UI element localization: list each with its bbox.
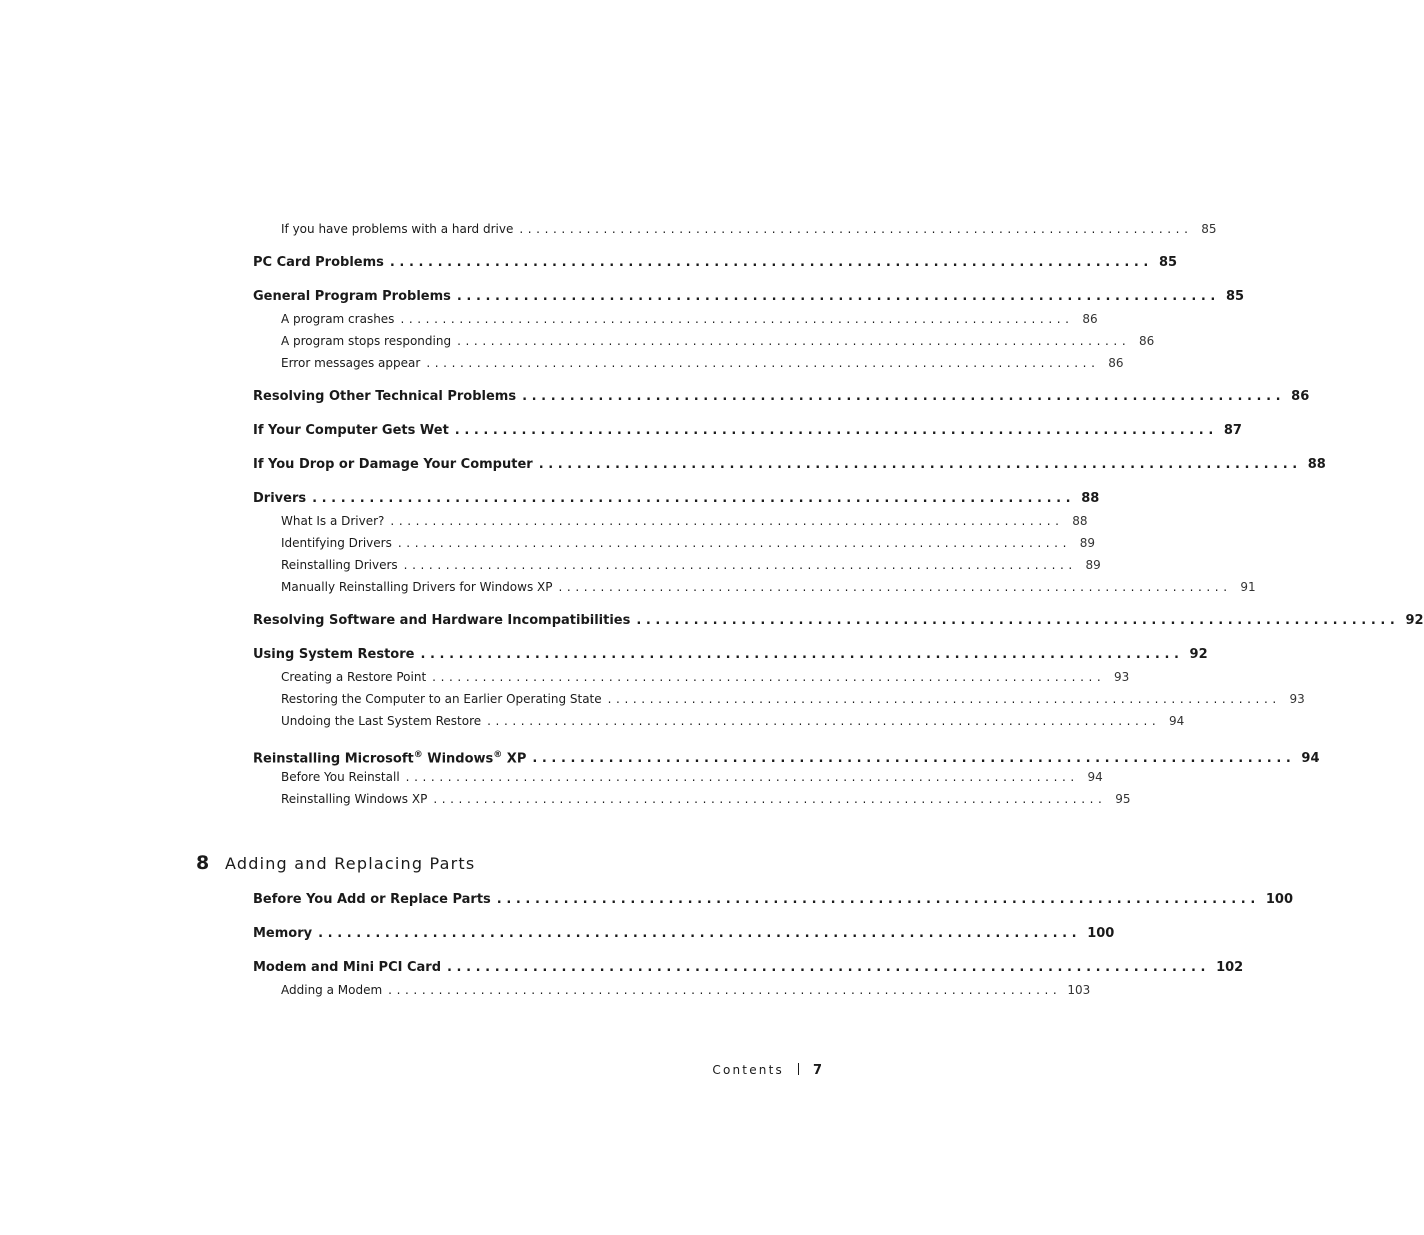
dot-leader: ................................................................................ [390, 514, 1064, 528]
toc-entry[interactable] [253, 979, 1091, 1001]
toc-entry-title: A program crashes [281, 312, 395, 326]
toc-entry-title: If you have problems with a hard drive [281, 222, 514, 236]
toc-entry-page: 86 [1291, 389, 1310, 404]
toc-entry[interactable] [253, 532, 1096, 554]
toc-entry-page: 94 [1087, 770, 1103, 784]
toc-entry-title: Reinstalling Windows XP [281, 792, 428, 806]
page-footer [640, 1060, 822, 1080]
toc-entry[interactable] [253, 554, 1101, 576]
toc-entry[interactable] [253, 644, 1208, 666]
toc-entry[interactable] [253, 923, 1115, 945]
dot-leader: ................................................................................ [405, 770, 1079, 784]
chapter-number: 8 [196, 852, 210, 874]
page-number: 7 [812, 1063, 822, 1078]
dot-leader: ................................................................................ [496, 892, 1260, 907]
toc-entry-title: Restoring the Computer to an Earlier Operating State [281, 692, 602, 706]
dot-leader: ................................................................................ [558, 580, 1232, 594]
toc-entry-page: 89 [1079, 536, 1096, 550]
dot-leader: ................................................................................ [457, 334, 1131, 348]
toc-entry[interactable] [253, 252, 1178, 274]
toc-entry-page: 88 [1081, 491, 1100, 506]
toc-entry[interactable] [253, 889, 1294, 911]
toc-entry[interactable] [253, 666, 1130, 688]
dot-leader: ................................................................................ [433, 792, 1107, 806]
toc-entry-title: Undoing the Last System Restore [281, 714, 482, 728]
dot-leader: ................................................................................ [456, 289, 1220, 304]
toc-entry-title: If Your Computer Gets Wet [253, 423, 449, 438]
toc-entry-title: Reinstalling Drivers [281, 558, 398, 572]
toc-entry-page: 102 [1216, 960, 1244, 975]
toc-entry-page: 94 [1169, 714, 1185, 728]
toc-entry-title: Manually Reinstalling Drivers for Windows XP [281, 580, 553, 594]
title-part: Reinstalling Microsoft [253, 751, 414, 767]
dot-leader: ................................................................................ [454, 423, 1218, 438]
footer-label: Contents [712, 1063, 784, 1077]
toc-entry-title: Before You Add or Replace Parts [253, 892, 491, 907]
dot-leader: ................................................................................ [400, 312, 1074, 326]
dot-leader: ................................................................................ [426, 356, 1100, 370]
toc-entry-page: 93 [1289, 692, 1305, 706]
toc-entry-title: If You Drop or Damage Your Computer [253, 457, 533, 472]
toc-entry-page: 100 [1087, 926, 1115, 941]
toc-entry[interactable] [253, 510, 1088, 532]
dot-leader: ................................................................................ [432, 670, 1106, 684]
toc-entry-page: 95 [1115, 792, 1131, 806]
toc-entry-title: Memory [253, 926, 313, 941]
toc-entry[interactable] [253, 688, 1305, 710]
toc-entry[interactable] [253, 744, 1320, 767]
toc-entry-page: 92 [1405, 613, 1424, 628]
toc-entry-page: 89 [1085, 558, 1101, 572]
toc-list-chapter-8 [253, 889, 1294, 1001]
toc-entry-title: Before You Reinstall [281, 770, 400, 784]
toc-entry-page: 100 [1265, 892, 1294, 907]
toc-entry-page: 85 [1158, 255, 1178, 270]
toc-entry[interactable] [253, 218, 1217, 240]
toc-entry-title: Drivers [253, 491, 307, 506]
chapter-title: Adding and Replacing Parts [225, 854, 476, 873]
registered-mark: ® [413, 750, 423, 760]
toc-entry[interactable] [253, 420, 1242, 442]
dot-leader: ................................................................................ [636, 613, 1400, 628]
registered-mark: ® [493, 750, 503, 760]
dot-leader: ................................................................................ [532, 751, 1296, 767]
toc-entry-title: A program stops responding [281, 334, 452, 348]
toc-entry-page: 91 [1240, 580, 1256, 594]
toc-entry-page: 86 [1108, 356, 1124, 370]
dot-leader: ................................................................................ [388, 983, 1062, 997]
toc-entry[interactable] [253, 957, 1244, 979]
chapter-heading [196, 848, 685, 878]
toc-entry[interactable] [253, 710, 1185, 732]
dot-leader: ................................................................................ [522, 389, 1286, 404]
title-part: Windows [422, 751, 494, 767]
toc-entry-title: Resolving Other Technical Problems [253, 389, 517, 404]
toc-entry-title: PC Card Problems [253, 255, 384, 270]
toc-entry-title: General Program Problems [253, 289, 451, 304]
toc-entry-title: Adding a Modem [281, 983, 383, 997]
toc-entry-page: 94 [1301, 751, 1320, 767]
dot-leader: ................................................................................ [447, 960, 1211, 975]
dot-leader: ................................................................................ [389, 255, 1153, 270]
toc-entry[interactable] [253, 352, 1124, 374]
dot-leader: ................................................................................ [607, 692, 1281, 706]
toc-entry[interactable] [253, 488, 1100, 510]
dot-leader: ................................................................................ [519, 222, 1193, 236]
dot-leader: ................................................................................ [487, 714, 1161, 728]
toc-entry-title: Error messages appear [281, 356, 421, 370]
dot-leader: ................................................................................ [403, 558, 1077, 572]
toc-entry[interactable] [253, 386, 1310, 408]
toc-entry-page: 103 [1067, 983, 1091, 997]
toc-entry-page: 88 [1072, 514, 1088, 528]
toc-entry-title: What Is a Driver? [281, 514, 385, 528]
toc-entry[interactable] [253, 766, 1103, 788]
dot-leader: ................................................................................ [318, 926, 1082, 941]
dot-leader: ................................................................................ [420, 647, 1184, 662]
toc-entry-title: Resolving Software and Hardware Incompatibilities [253, 613, 631, 628]
dot-leader: ................................................................................ [538, 457, 1302, 472]
toc-list [253, 218, 1424, 810]
toc-entry-title: Creating a Restore Point [281, 670, 427, 684]
toc-entry-page: 93 [1114, 670, 1130, 684]
toc-entry-title: Identifying Drivers [281, 536, 392, 550]
toc-entry[interactable] [253, 610, 1424, 632]
footer-separator [798, 1063, 799, 1075]
toc-entry-page: 85 [1225, 289, 1245, 304]
dot-leader: ................................................................................ [312, 491, 1076, 506]
toc-entry-page: 92 [1189, 647, 1208, 662]
toc-entry-page: 87 [1223, 423, 1242, 438]
toc-entry[interactable] [253, 454, 1326, 476]
toc-entry-page: 88 [1307, 457, 1326, 472]
toc-entry[interactable] [253, 788, 1131, 810]
toc-entry[interactable] [253, 576, 1256, 598]
toc-entry[interactable] [253, 330, 1155, 352]
toc-entry-page: 85 [1201, 222, 1217, 236]
toc-entry[interactable] [253, 308, 1098, 330]
dot-leader: ................................................................................ [397, 536, 1072, 550]
toc-entry-page: 86 [1138, 334, 1155, 348]
title-part: XP [502, 751, 527, 767]
toc-entry-title: Modem and Mini PCI Card [253, 960, 442, 975]
toc-entry-title: Using System Restore [253, 647, 415, 662]
toc-entry-page: 86 [1082, 312, 1098, 326]
toc-entry[interactable] [253, 286, 1245, 308]
